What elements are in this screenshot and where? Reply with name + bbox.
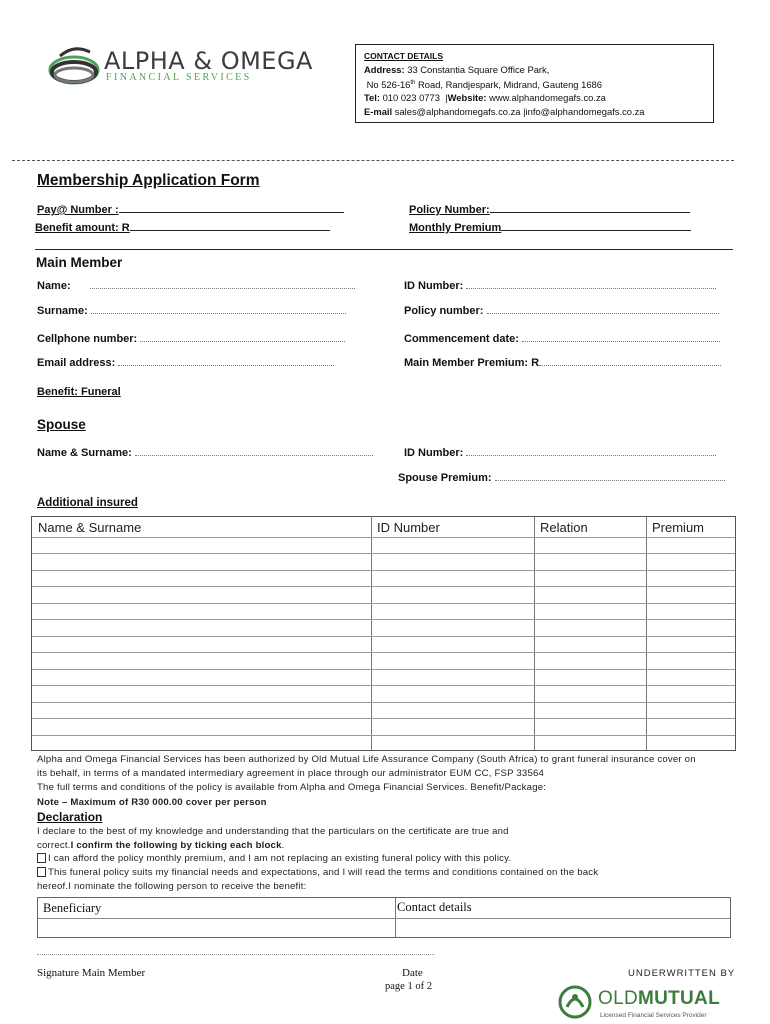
email-value: sales@alphandomegafs.co.za |info@alphandomegafs.co.za — [394, 105, 645, 117]
pay-number-field[interactable] — [37, 204, 344, 216]
legal-line-2: its behalf, in terms of a mandated intermediary agreement in place through our administrator EUM CC, FSP 33564 — [37, 768, 545, 779]
contact-heading: CONTACT DETAILS — [364, 51, 444, 61]
declaration-heading: Declaration — [37, 810, 103, 824]
form-title: Membership Application Form — [37, 172, 260, 189]
policy-number-top-label: Policy Number: — [409, 204, 490, 216]
signature-label: Signature Main Member — [37, 967, 146, 979]
spouse-heading: Spouse — [37, 417, 86, 432]
contact-details-box: CONTACT DETAILS Address: 33 Constantia Square Office Park, No 526-16th Road, Randjespark, Midrand, Gauteng 1686 Tel: 010 023 0773 |Website: www.alphandomegafs.co.za E-mail sales@alphandomegafs.co.za |info@alphandomegafs.co.za — [355, 44, 714, 123]
email-address-label: Email address: — [37, 357, 116, 369]
underwritten-by: UNDERWRITTEN BY — [628, 968, 736, 979]
legal-line-3: The full terms and conditions of the policy is available from Alpha and Omega Financial Services. Benefit/Package: — [37, 782, 547, 793]
benefit-amount-label: Benefit amount: R — [35, 222, 130, 234]
tel-value: 010 023 0773 — [382, 92, 440, 104]
legal-line-1: Alpha and Omega Financial Services has been authorized by Old Mutual Life Assurance Company (South Africa) to grant funeral insurance cover on — [37, 754, 696, 765]
surname-label: Surname: — [37, 305, 88, 317]
cellphone-label: Cellphone number: — [37, 333, 138, 345]
signature-line — [37, 954, 435, 955]
additional-insured-heading: Additional insured — [37, 497, 138, 509]
old-mutual-tagline: Licensed Financial Services Provider — [600, 1012, 707, 1019]
logo-subtitle: FINANCIAL SERVICES — [106, 72, 252, 83]
name-label: Name: — [37, 280, 71, 292]
spouse-premium-label: Spouse Premium: — [398, 472, 492, 484]
policy-number-top-field[interactable] — [409, 204, 690, 216]
old-mutual-logo-icon — [558, 985, 592, 1019]
benefit-funeral: Benefit: Funeral — [37, 386, 121, 398]
spouse-name-field[interactable] — [37, 447, 373, 459]
old-mutual-wordmark: OLDMUTUAL — [598, 988, 720, 1009]
policy-number-field[interactable] — [404, 305, 719, 317]
column-header-relation: Relation — [540, 520, 588, 535]
contact-details-header: Contact details — [397, 900, 472, 914]
spouse-id-field[interactable] — [404, 447, 716, 459]
tel-label: Tel: — [364, 92, 380, 104]
date-label: Date — [402, 967, 423, 979]
email-field[interactable] — [37, 357, 334, 369]
cellphone-field[interactable] — [37, 333, 345, 345]
pay-number-label: Pay@ Number : — [37, 204, 119, 216]
surname-field[interactable] — [37, 305, 346, 317]
declaration-line-2: correct.I confirm the following by ticking each block. — [37, 840, 285, 851]
page-number: page 1 of 2 — [385, 981, 432, 992]
declaration-line-1: I declare to the best of my knowledge and understanding that the particulars on the certificate are true and — [37, 826, 509, 837]
logo-name: ALPHA & OMEGA — [104, 47, 313, 75]
website-value: www.alphandomegafs.co.za — [489, 92, 606, 104]
additional-insured-table — [31, 516, 736, 751]
id-number-field[interactable] — [404, 280, 716, 292]
address-line2-sup: th — [410, 79, 416, 86]
main-member-heading: Main Member — [36, 255, 123, 270]
website-label: Website: — [447, 92, 487, 104]
declaration-line-5: hereof.I nominate the following person to receive the benefit: — [37, 881, 307, 892]
affordability-checkbox-row[interactable] — [37, 853, 511, 864]
section-rule — [35, 249, 733, 250]
affordability-checkbox[interactable] — [37, 853, 46, 863]
email-label: E-mail — [364, 105, 393, 117]
beneficiary-header: Beneficiary — [43, 901, 102, 915]
column-header-premium: Premium — [652, 520, 705, 535]
suitability-checkbox[interactable] — [37, 867, 46, 877]
column-header-name: Name & Surname — [38, 520, 142, 535]
suitability-checkbox-row[interactable] — [37, 867, 598, 878]
suitability-text: This funeral policy suits my financial needs and expectations, and I will read the terms and conditions contained on the back — [48, 867, 599, 878]
cover-note: Note – Maximum of R30 000.00 cover per person — [37, 797, 267, 808]
name-field[interactable] — [37, 280, 355, 292]
address-line1: 33 Constantia Square Office Park, — [407, 64, 550, 76]
benefit-amount-field[interactable] — [35, 222, 330, 234]
spouse-premium-field[interactable] — [398, 472, 725, 484]
commencement-field[interactable] — [404, 333, 720, 345]
monthly-premium-label: Monthly Premium — [409, 222, 502, 234]
main-premium-label: Main Member Premium: R — [404, 357, 540, 369]
affordability-text: I can afford the policy monthly premium, and I am not replacing an existing funeral policy with this policy. — [48, 853, 512, 864]
address-line2-post: Road, Randjespark, Midrand, Gauteng 1686 — [418, 78, 602, 90]
alpha-omega-logo-mark — [46, 42, 106, 92]
spouse-name-label: Name & Surname: — [37, 447, 132, 459]
main-premium-field[interactable] — [404, 357, 721, 369]
column-header-id: ID Number — [377, 520, 440, 535]
commencement-label: Commencement date: — [404, 333, 519, 345]
spouse-id-label: ID Number: — [404, 447, 464, 459]
monthly-premium-field[interactable] — [409, 222, 691, 234]
address-label: Address: — [364, 64, 405, 76]
header-divider — [12, 160, 734, 161]
policy-number-label: Policy number: — [404, 305, 484, 317]
id-number-label: ID Number: — [404, 280, 464, 292]
beneficiary-table — [37, 897, 731, 938]
address-line2-pre: No 526-16 — [366, 78, 411, 90]
